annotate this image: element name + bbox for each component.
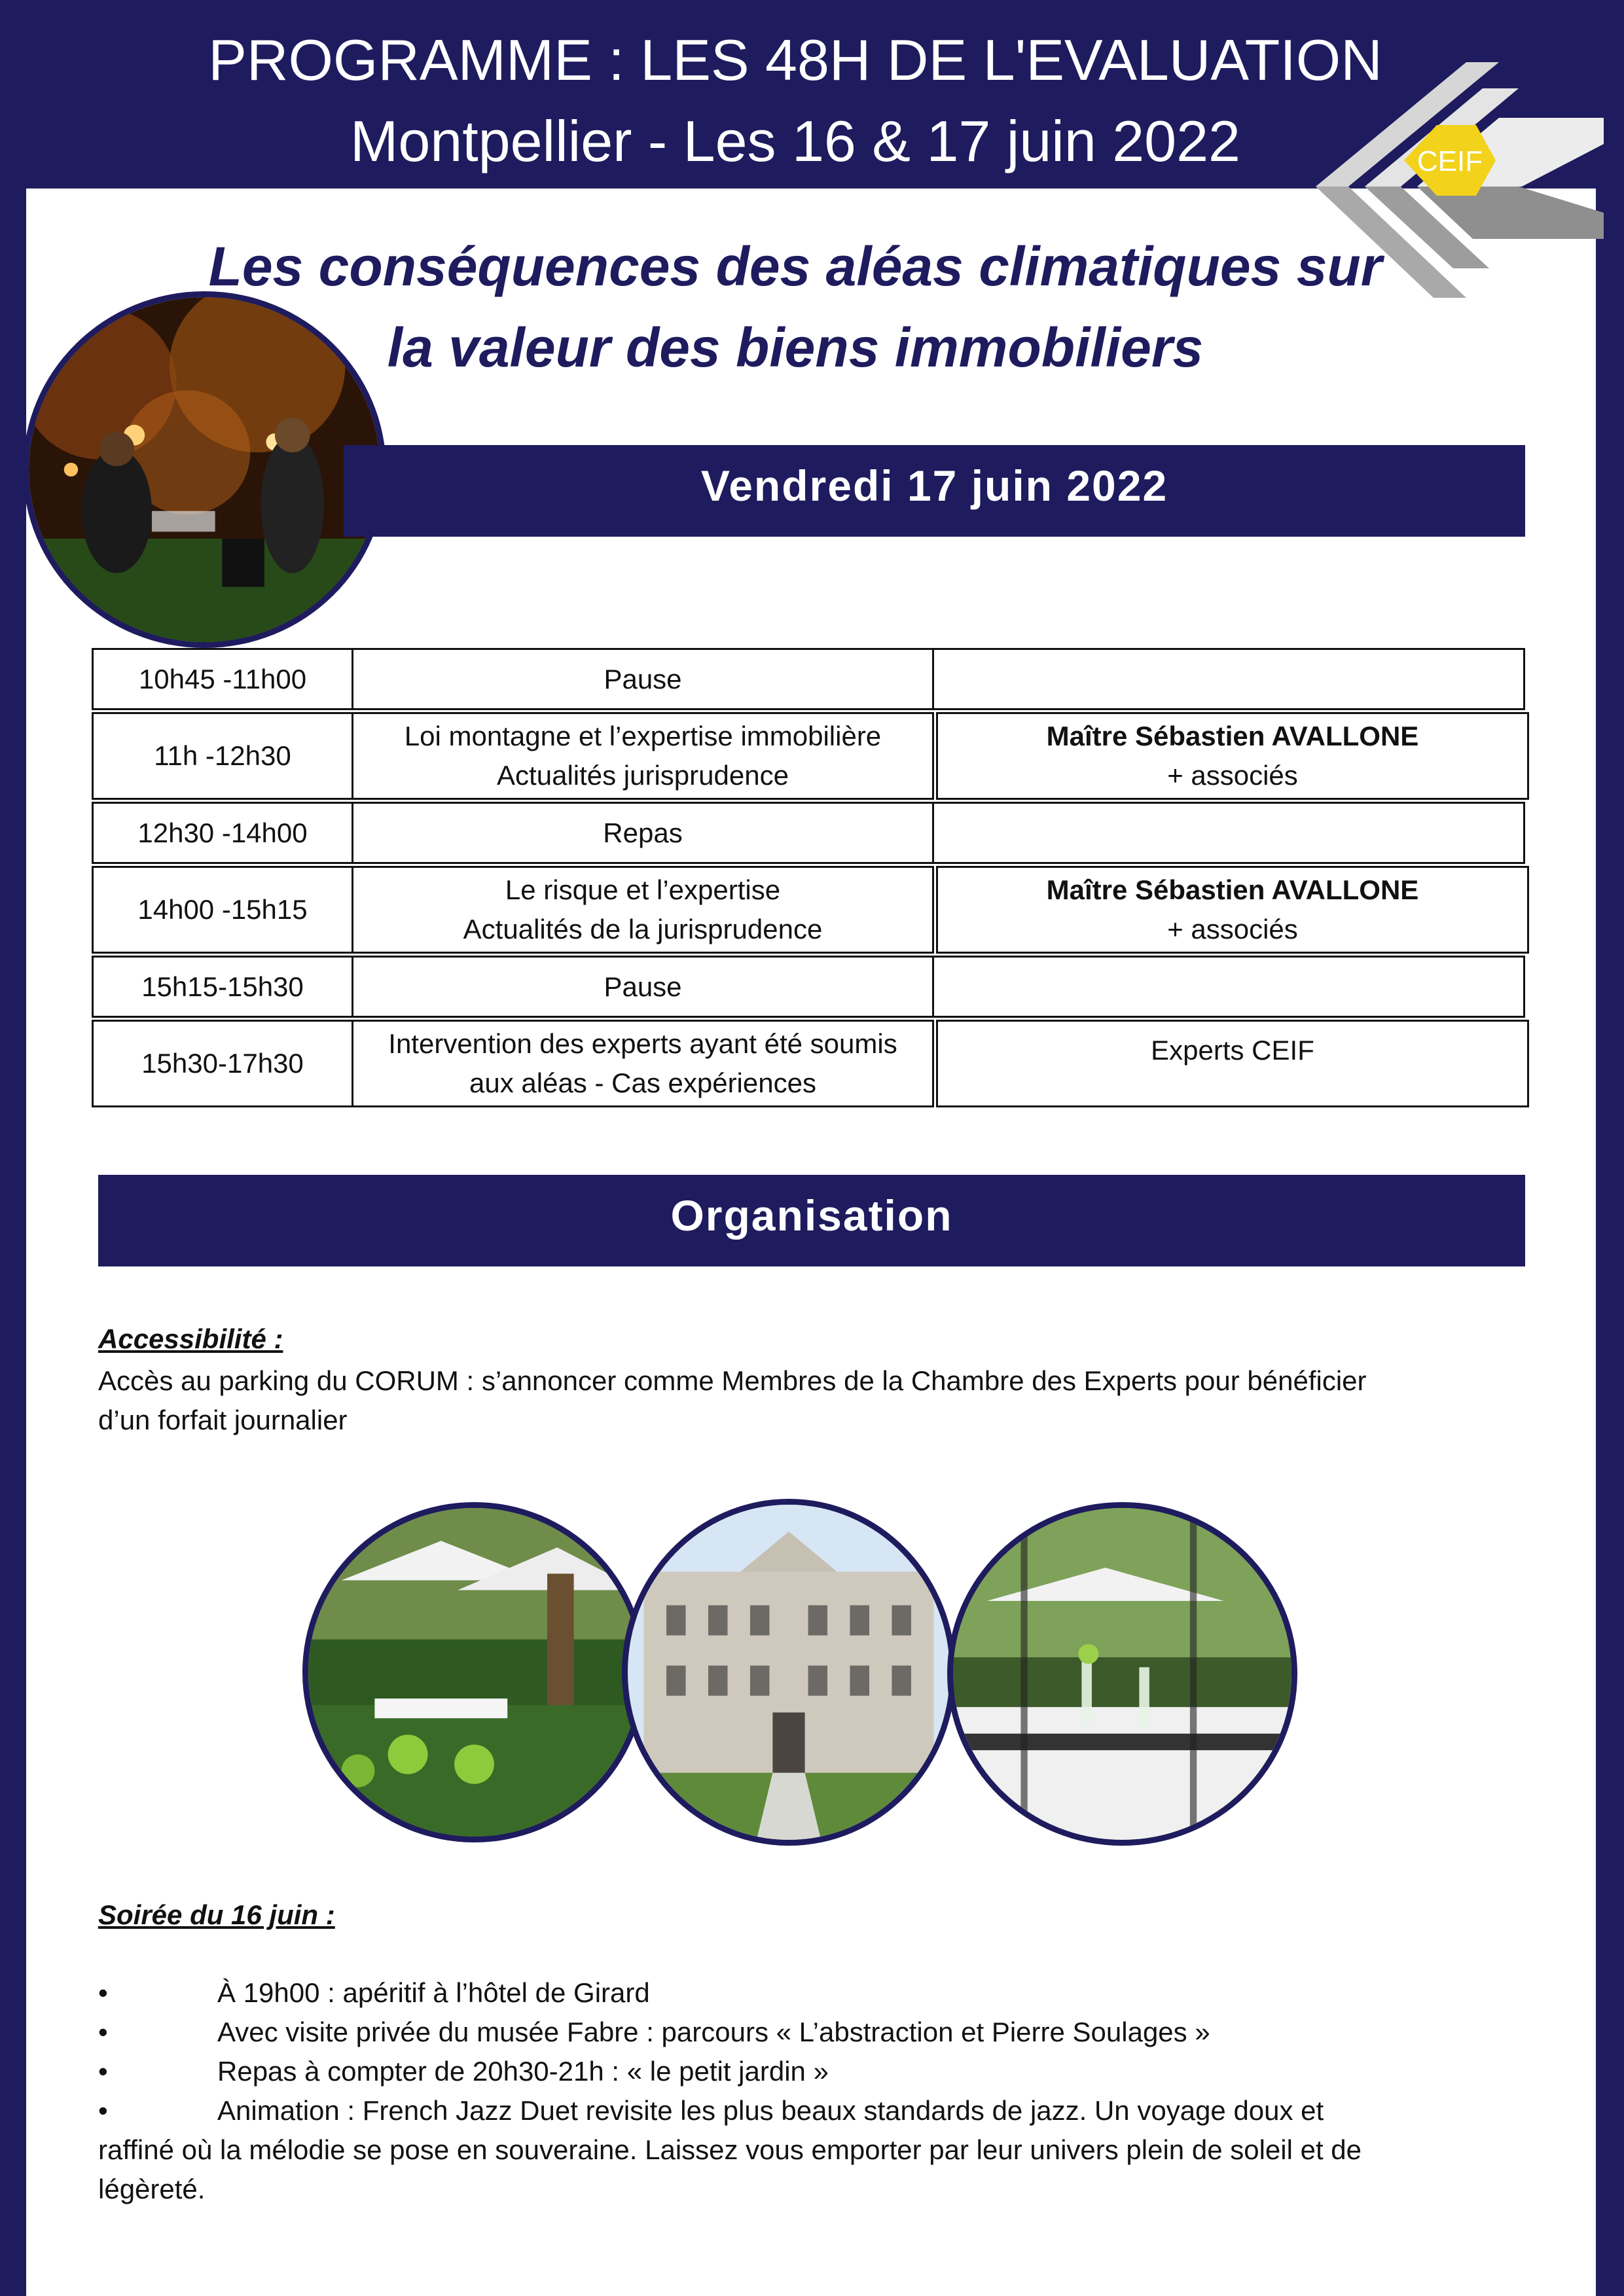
speaker-cell: Experts CEIF	[936, 1020, 1529, 1107]
subtitle-line-2: la valeur des biens immobiliers	[387, 317, 1204, 378]
table-row	[92, 712, 1532, 800]
time-cell: 14h00 -15h15	[92, 866, 353, 954]
bullet-icon: •	[98, 2095, 108, 2126]
topic-cell: Loi montagne et l’expertise immobilière Actualités jurisprudence	[352, 712, 934, 800]
speaker-cell	[932, 956, 1525, 1018]
jazz-night-photo	[23, 291, 386, 648]
organisation-band	[98, 1175, 1525, 1266]
hotel-girard-photo	[622, 1499, 956, 1846]
speaker-cell	[932, 648, 1525, 710]
list-item: • Avec visite privée du musée Fabre : parcours « L’abstraction et Pierre Soulages »	[98, 2013, 1506, 2052]
organisation-band-label: Organisation	[670, 1191, 953, 1240]
day-band	[344, 445, 1525, 537]
garden-terrace-photo	[302, 1502, 646, 1842]
accessibility-heading: Accessibilité :	[98, 1323, 283, 1354]
table-row	[92, 802, 1532, 864]
speaker-name: Maître Sébastien AVALLONE	[1046, 721, 1419, 751]
table-row	[92, 956, 1532, 1018]
petit-jardin-restaurant-photo	[947, 1502, 1297, 1846]
speaker-cell: Maître Sébastien AVALLONE + associés	[936, 866, 1529, 954]
list-item: • Repas à compter de 20h30-21h : « le petit jardin »	[98, 2052, 1506, 2091]
bullet-icon: •	[98, 2017, 108, 2047]
list-item: • Animation : French Jazz Duet revisite les plus beaux standards de jazz. Un voyage doux et raffiné où la mélodie se pose en souveraine. Laissez vous emporter par leur univers plein de soleil et de légèreté.	[98, 2091, 1506, 2209]
topic-cell: Intervention des experts ayant été soumis aux aléas - Cas expériences	[352, 1020, 934, 1107]
page-border-right	[1596, 0, 1624, 2296]
subtitle-line-1: Les conséquences des aléas climatiques sur	[208, 236, 1382, 297]
speaker-name: Maître Sébastien AVALLONE	[1046, 874, 1419, 905]
soiree-list	[98, 1973, 1506, 2209]
topic-cell: Pause	[352, 648, 934, 710]
day-band-label: Vendredi 17 juin 2022	[700, 461, 1168, 510]
speaker-cell	[932, 802, 1525, 864]
time-cell: 12h30 -14h00	[92, 802, 353, 864]
ceif-logo-text: CEIF	[1416, 145, 1483, 177]
time-cell: 10h45 -11h00	[92, 648, 353, 710]
table-row	[92, 866, 1532, 954]
list-item: • À 19h00 : apéritif à l’hôtel de Girard	[98, 1973, 1506, 2013]
soiree-heading: Soirée du 16 juin :	[98, 1899, 335, 1930]
time-cell: 11h -12h30	[92, 712, 353, 800]
topic-cell: Pause	[352, 956, 934, 1018]
time-cell: 15h30-17h30	[92, 1020, 353, 1107]
bullet-icon: •	[98, 2056, 108, 2087]
table-row	[92, 648, 1532, 710]
table-row	[92, 1020, 1532, 1107]
speaker-cell: Maître Sébastien AVALLONE + associés	[936, 712, 1529, 800]
time-cell: 15h15-15h30	[92, 956, 353, 1018]
topic-cell: Le risque et l’expertise Actualités de la jurisprudence	[352, 866, 934, 954]
bullet-icon: •	[98, 1977, 108, 2008]
accessibility-text: Accès au parking du CORUM : s’annoncer comme Membres de la Chambre des Experts pour bénéficier d’un forfait journalier	[98, 1365, 1367, 1435]
header-location-date: Montpellier - Les 16 & 17 juin 2022	[350, 109, 1240, 173]
page-border-left	[0, 0, 26, 2296]
header-title: PROGRAMME : LES 48H DE L'EVALUATION	[208, 27, 1382, 92]
topic-cell: Repas	[352, 802, 934, 864]
